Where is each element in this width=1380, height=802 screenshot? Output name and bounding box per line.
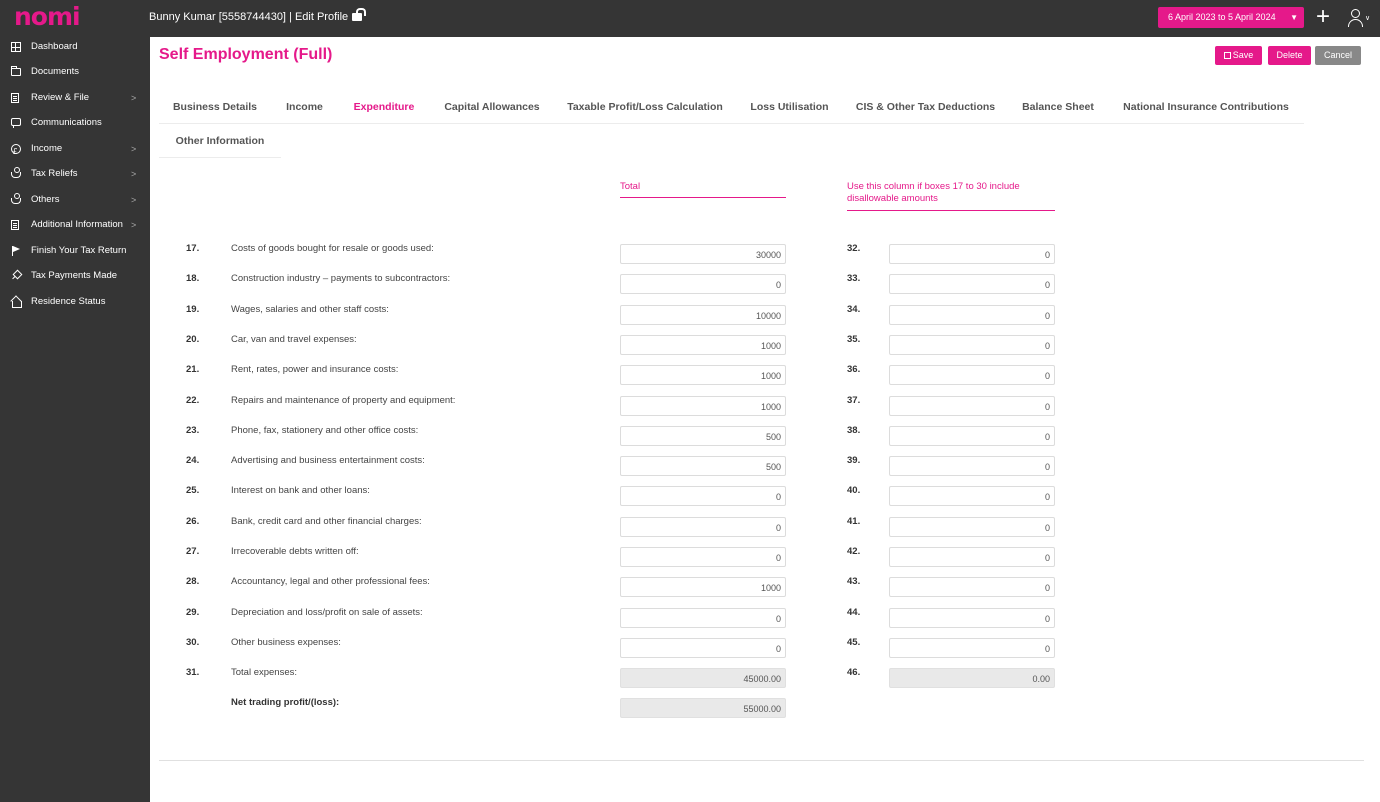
hand-icon bbox=[11, 198, 21, 204]
sidebar-item-residence-status[interactable] bbox=[0, 292, 150, 312]
total-amount-input[interactable]: 0 bbox=[620, 274, 786, 294]
tab-loss-utilisation[interactable]: Loss Utilisation bbox=[750, 101, 829, 113]
row-label: Irrecoverable debts written off: bbox=[231, 546, 359, 557]
add-icon[interactable]: + bbox=[1316, 3, 1331, 30]
total-amount-input[interactable]: 1000 bbox=[620, 396, 786, 416]
disallowable-amount-input[interactable]: 0 bbox=[889, 365, 1055, 385]
tax-year-value: 6 April 2023 to 5 April 2024 bbox=[1168, 12, 1276, 22]
sidebar-item-label: Documents bbox=[31, 66, 80, 77]
sidebar-item-dashboard[interactable] bbox=[0, 37, 150, 57]
sidebar-item-label: Residence Status bbox=[31, 296, 106, 307]
flag-icon bbox=[11, 246, 21, 256]
sidebar-item-additional-information[interactable] bbox=[0, 215, 150, 235]
disallowable-amount-input[interactable]: 0 bbox=[889, 577, 1055, 597]
disallowable-amount-input[interactable]: 0 bbox=[889, 547, 1055, 567]
sidebar-item-label: Tax Reliefs bbox=[31, 168, 78, 179]
chevron-down-icon: ▼ bbox=[1290, 13, 1298, 22]
sidebar-item-review-file[interactable] bbox=[0, 88, 150, 108]
row-number: 17. bbox=[186, 243, 200, 254]
disallowable-box-number: 39. bbox=[847, 455, 861, 466]
total-row-number: 31. bbox=[186, 667, 200, 678]
net-trading-profit-label: Net trading profit/(loss): bbox=[231, 697, 340, 708]
disallowable-box-number: 35. bbox=[847, 334, 861, 345]
disallowable-box-number: 44. bbox=[847, 607, 861, 618]
total-header-underline bbox=[620, 197, 786, 198]
row-label: Repairs and maintenance of property and equipment: bbox=[231, 395, 456, 406]
total-disallowable-value: 0.00 bbox=[889, 668, 1055, 688]
disallowable-box-number: 37. bbox=[847, 395, 861, 406]
tab-cis-other-tax-deductions[interactable]: CIS & Other Tax Deductions bbox=[855, 101, 996, 113]
row-number: 22. bbox=[186, 395, 200, 406]
disallowable-box-number: 34. bbox=[847, 304, 861, 315]
disallowable-amount-input[interactable]: 0 bbox=[889, 274, 1055, 294]
review-icon bbox=[11, 93, 19, 103]
total-amount-input[interactable]: 30000 bbox=[620, 244, 786, 264]
footer-divider bbox=[159, 760, 1364, 761]
disallowable-amount-input[interactable]: 0 bbox=[889, 305, 1055, 325]
disallowable-amount-input[interactable]: 0 bbox=[889, 638, 1055, 658]
user-menu-icon[interactable]: ∨ bbox=[1348, 9, 1366, 29]
row-label: Advertising and business entertainment costs: bbox=[231, 455, 425, 466]
disallowable-header-underline bbox=[847, 210, 1055, 211]
tab-other-information[interactable]: Other Information bbox=[175, 135, 265, 147]
total-amount-input[interactable]: 0 bbox=[620, 547, 786, 567]
row-number: 27. bbox=[186, 546, 200, 557]
sidebar-item-label: Communications bbox=[31, 117, 102, 128]
row-label: Phone, fax, stationery and other office costs: bbox=[231, 425, 419, 436]
dashboard-icon bbox=[11, 42, 21, 52]
sidebar-item-documents[interactable] bbox=[0, 62, 150, 82]
chat-icon bbox=[11, 118, 21, 126]
delete-button[interactable]: Delete bbox=[1268, 46, 1311, 65]
row-number: 23. bbox=[186, 425, 200, 436]
total-amount-input[interactable]: 500 bbox=[620, 456, 786, 476]
row-number: 21. bbox=[186, 364, 200, 375]
sidebar-item-income[interactable] bbox=[0, 139, 150, 159]
profile-header[interactable] bbox=[149, 11, 362, 23]
disallowable-amount-input[interactable]: 0 bbox=[889, 517, 1055, 537]
nomi-logo[interactable]: nomi bbox=[14, 2, 80, 31]
row-number: 26. bbox=[186, 516, 200, 527]
profile-text[interactable]: Bunny Kumar [5558744430] | Edit Profile bbox=[149, 11, 349, 23]
home-icon bbox=[11, 297, 21, 307]
disallowable-box-number: 43. bbox=[847, 576, 861, 587]
income-icon bbox=[11, 144, 21, 154]
tab-capital-allowances[interactable]: Capital Allowances bbox=[444, 101, 540, 113]
tab-business-details[interactable]: Business Details bbox=[172, 101, 258, 113]
chevron-right-icon: > bbox=[131, 195, 137, 205]
disallowable-column-header bbox=[847, 181, 1067, 205]
total-amount-input[interactable]: 0 bbox=[620, 608, 786, 628]
row-label: Costs of goods bought for resale or goods used: bbox=[231, 243, 434, 254]
disallowable-header-line1: Use this column if boxes 17 to 30 include bbox=[847, 181, 1020, 192]
sidebar-item-label: Additional Information bbox=[31, 219, 123, 230]
row-label: Depreciation and loss/profit on sale of assets: bbox=[231, 607, 423, 618]
row-number: 25. bbox=[186, 485, 200, 496]
row-number: 28. bbox=[186, 576, 200, 587]
disallowable-header-line2: disallowable amounts bbox=[847, 193, 938, 204]
row-label: Other business expenses: bbox=[231, 637, 341, 648]
chevron-right-icon: > bbox=[131, 93, 137, 103]
tab-expenditure[interactable]: Expenditure bbox=[338, 90, 430, 124]
row-number: 20. bbox=[186, 334, 200, 345]
row-label: Car, van and travel expenses: bbox=[231, 334, 357, 345]
disallowable-box-number: 40. bbox=[847, 485, 861, 496]
total-amount-input[interactable]: 0 bbox=[620, 517, 786, 537]
hand-icon bbox=[11, 172, 21, 178]
row-number: 19. bbox=[186, 304, 200, 315]
document-icon bbox=[11, 220, 19, 230]
disallowable-box-number: 42. bbox=[847, 546, 861, 557]
row-label: Accountancy, legal and other professional fees: bbox=[231, 576, 430, 587]
tab-income[interactable]: Income bbox=[286, 101, 323, 113]
total-amount-input[interactable]: 1000 bbox=[620, 577, 786, 597]
tab-national-insurance[interactable]: National Insurance Contributions bbox=[1123, 101, 1289, 113]
row-label: Construction industry – payments to subcontractors: bbox=[231, 273, 451, 284]
total-column-header: Total bbox=[620, 181, 641, 192]
row-number: 29. bbox=[186, 607, 200, 618]
disallowable-box-number: 41. bbox=[847, 516, 861, 527]
row-label: Wages, salaries and other staff costs: bbox=[231, 304, 389, 315]
sidebar-item-label: Dashboard bbox=[31, 41, 78, 52]
sidebar bbox=[0, 37, 150, 802]
tax-year-select[interactable] bbox=[1158, 7, 1304, 28]
disallowable-amount-input[interactable]: 0 bbox=[889, 608, 1055, 628]
net-trading-profit-value: 55000.00 bbox=[620, 698, 786, 718]
disallowable-amount-input[interactable]: 0 bbox=[889, 456, 1055, 476]
row-label: Bank, credit card and other financial charges: bbox=[231, 516, 422, 527]
tab-divider bbox=[159, 157, 281, 158]
total-amount-input[interactable]: 0 bbox=[620, 486, 786, 506]
disallowable-amount-input[interactable]: 0 bbox=[889, 335, 1055, 355]
row-number: 18. bbox=[186, 273, 200, 284]
folder-icon bbox=[11, 68, 21, 76]
sidebar-item-label: Review & File bbox=[31, 92, 90, 103]
total-amount-input[interactable]: 1000 bbox=[620, 335, 786, 355]
save-button[interactable]: Save bbox=[1215, 46, 1262, 65]
sidebar-item-label: Finish Your Tax Return bbox=[31, 245, 127, 256]
page-title: Self Employment (Full) bbox=[159, 46, 333, 63]
sidebar-item-tax-reliefs[interactable] bbox=[0, 164, 150, 184]
disallowable-box-number: 45. bbox=[847, 637, 861, 648]
pin-icon bbox=[11, 271, 21, 281]
tab-balance-sheet[interactable]: Balance Sheet bbox=[1022, 101, 1094, 113]
disallowable-amount-input[interactable]: 0 bbox=[889, 396, 1055, 416]
total-amount-input[interactable]: 1000 bbox=[620, 365, 786, 385]
total-amount-input[interactable]: 500 bbox=[620, 426, 786, 446]
sidebar-item-label: Others bbox=[31, 194, 60, 205]
total-disallowable-box-number: 46. bbox=[847, 667, 861, 678]
total-amount-input[interactable]: 0 bbox=[620, 638, 786, 658]
row-number: 24. bbox=[186, 455, 200, 466]
cancel-button[interactable]: Cancel bbox=[1315, 46, 1361, 65]
sidebar-item-label: Tax Payments Made bbox=[31, 270, 118, 281]
tab-divider bbox=[159, 123, 1304, 124]
total-amount-input[interactable]: 10000 bbox=[620, 305, 786, 325]
row-number: 30. bbox=[186, 637, 200, 648]
disallowable-box-number: 38. bbox=[847, 425, 861, 436]
disallowable-box-number: 36. bbox=[847, 364, 861, 375]
sidebar-item-label: Income bbox=[31, 143, 63, 154]
tab-taxable-profit-loss[interactable]: Taxable Profit/Loss Calculation bbox=[567, 101, 723, 113]
unlock-icon[interactable] bbox=[352, 13, 362, 21]
chevron-right-icon: > bbox=[131, 144, 137, 154]
chevron-right-icon: > bbox=[131, 220, 137, 230]
disallowable-box-number: 32. bbox=[847, 243, 861, 254]
save-icon bbox=[1224, 52, 1231, 59]
disallowable-amount-input[interactable]: 0 bbox=[889, 426, 1055, 446]
top-bar bbox=[0, 0, 1380, 37]
row-label: Interest on bank and other loans: bbox=[231, 485, 370, 496]
disallowable-amount-input[interactable]: 0 bbox=[889, 486, 1055, 506]
sidebar-item-others[interactable] bbox=[0, 190, 150, 210]
sidebar-item-tax-payments-made[interactable] bbox=[0, 266, 150, 286]
disallowable-amount-input[interactable]: 0 bbox=[889, 244, 1055, 264]
total-expenses-label: Total expenses: bbox=[231, 667, 298, 678]
chevron-right-icon: > bbox=[131, 169, 137, 179]
total-expenses-value: 45000.00 bbox=[620, 668, 786, 688]
disallowable-box-number: 33. bbox=[847, 273, 861, 284]
sidebar-item-finish-tax-return[interactable] bbox=[0, 241, 150, 261]
row-label: Rent, rates, power and insurance costs: bbox=[231, 364, 399, 375]
sidebar-item-communications[interactable] bbox=[0, 113, 150, 133]
